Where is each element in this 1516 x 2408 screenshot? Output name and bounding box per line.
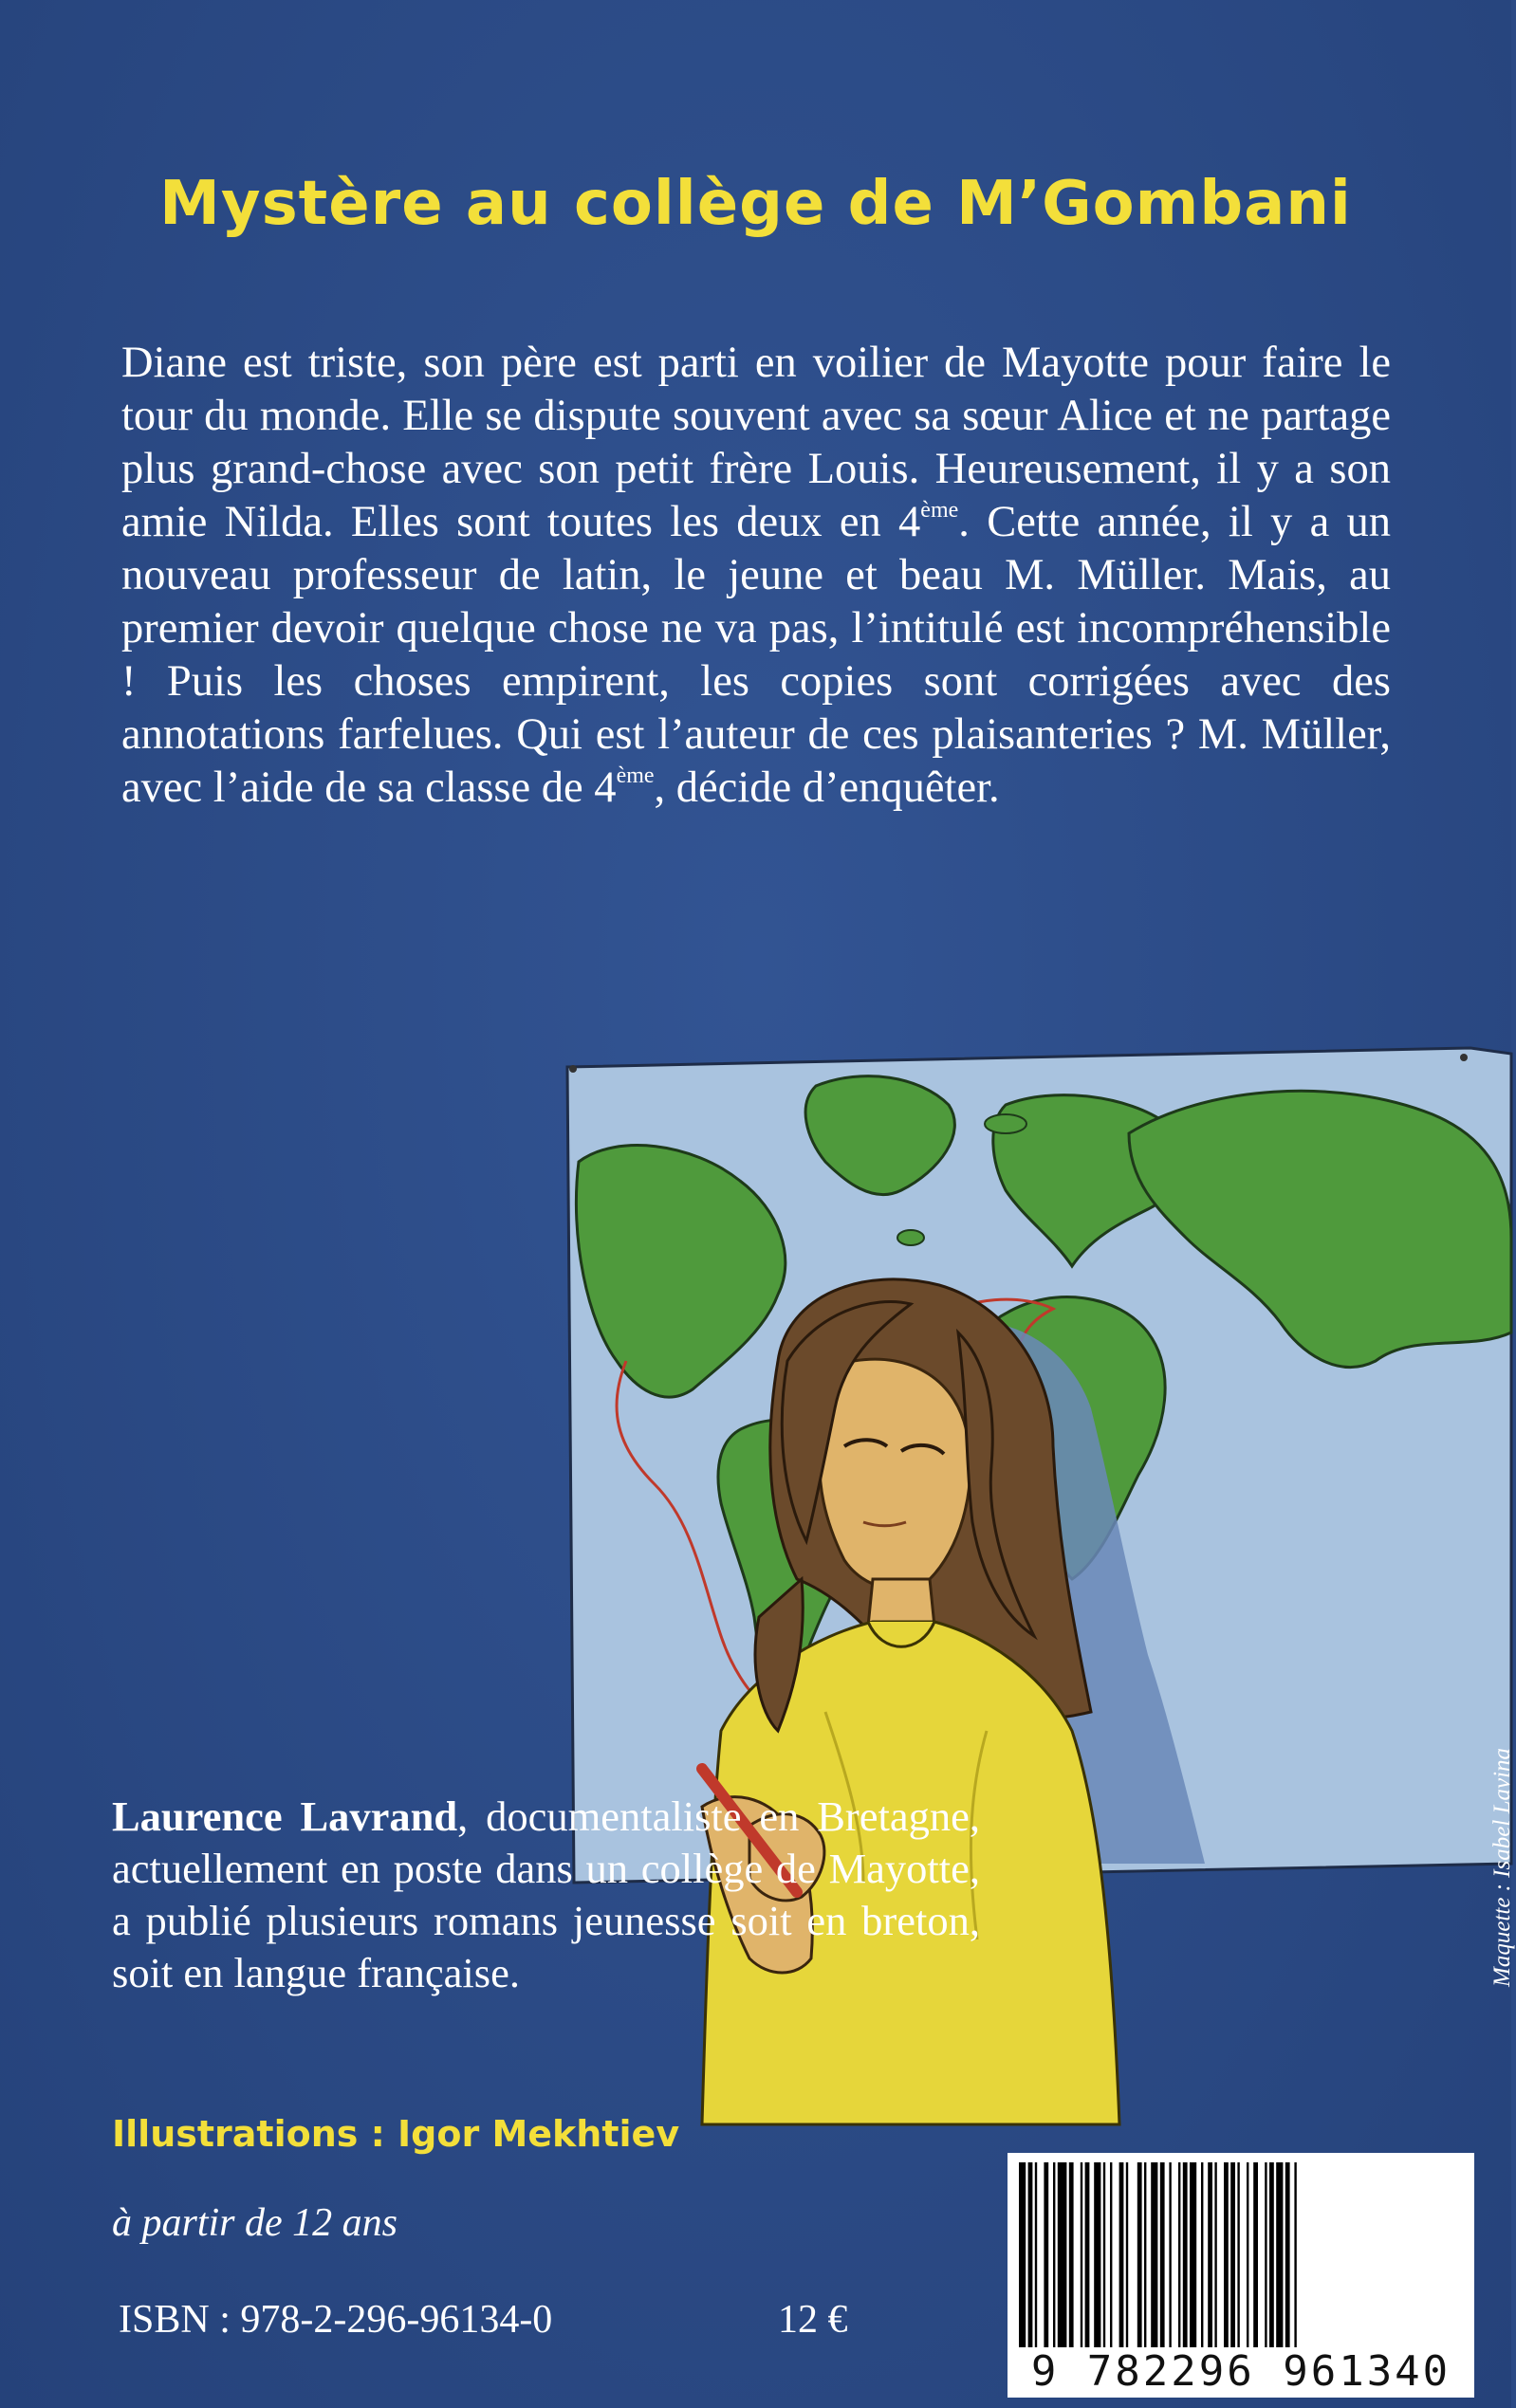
barcode-bar (1214, 2162, 1216, 2348)
barcode-bar (1178, 2162, 1180, 2348)
author-bio-text: , documentaliste en Bretagne, actuellement en poste dans un collège de Mayotte, a publié plusieurs romans jeunesse soit en breton, soit en langue française. (112, 1792, 980, 1996)
barcode-bar (1044, 2162, 1048, 2348)
barcode-bar (1224, 2162, 1229, 2348)
barcode-bar (1144, 2162, 1146, 2348)
island-shape (897, 1230, 924, 1245)
island-shape (985, 1114, 1026, 1133)
barcode-bar (1119, 2162, 1124, 2348)
isbn: ISBN : 978-2-296-96134-0 (119, 2298, 553, 2342)
barcode-bar (1230, 2162, 1235, 2348)
barcode-bar (1137, 2162, 1142, 2348)
barcode-bar (1160, 2162, 1165, 2348)
barcode-bar (1094, 2162, 1100, 2348)
book-title: Mystère au collège de M’Gombani (159, 169, 1352, 239)
barcode-bar (1081, 2162, 1082, 2348)
barcode (1008, 2153, 1474, 2398)
pin-icon (569, 1065, 577, 1073)
barcode-bars (1019, 2162, 1463, 2348)
barcode-bar (1294, 2162, 1296, 2348)
barcode-bar (1151, 2162, 1157, 2348)
barcode-bar (1247, 2162, 1248, 2348)
barcode-bar (1269, 2162, 1274, 2348)
author-bio (112, 1791, 980, 1999)
barcode-bar (1169, 2162, 1171, 2348)
pin-icon (1460, 1054, 1468, 1061)
barcode-bar (1058, 2162, 1067, 2348)
layout-credit: Maquette : Isabel Lavina (1489, 1747, 1515, 1987)
barcode-bar (1103, 2162, 1105, 2348)
barcode-bar (1276, 2162, 1283, 2348)
barcode-bar (1069, 2162, 1074, 2348)
barcode-bar (1028, 2162, 1033, 2348)
price: 12 € (778, 2298, 848, 2342)
barcode-bar (1019, 2162, 1026, 2348)
barcode-bar (1126, 2162, 1128, 2348)
barcode-bar (1035, 2162, 1037, 2348)
barcode-bar (1085, 2162, 1090, 2348)
barcode-bar (1208, 2162, 1212, 2348)
synopsis-text-3: , décide d’enquêter. (654, 763, 1000, 812)
barcode-bar (1285, 2162, 1290, 2348)
barcode-bar (1265, 2162, 1266, 2348)
barcode-bar (1237, 2162, 1239, 2348)
barcode-number: 9 782296 961340 (1008, 2347, 1474, 2396)
synopsis (121, 337, 1391, 815)
illustrator-credit: Illustrations : Igor Mekhtiev (112, 2113, 680, 2155)
barcode-bar (1253, 2162, 1258, 2348)
synopsis-text-1: Diane est triste, son père est parti en voilier de Mayotte pour faire le tour du monde. Elle se dispute souvent avec sa sœur Alice et ne partage plus grand-chose avec son petit frère Louis. Heureusement, il y a son amie Nilda. Elles sont toutes les deux en 4 (121, 339, 1391, 546)
barcode-bar (1053, 2162, 1055, 2348)
barcode-bar (1190, 2162, 1196, 2348)
barcode-bar (1201, 2162, 1203, 2348)
synopsis-text-2: . Cette année, il y a un nouveau professeur de latin, le jeune et beau M. Müller. Mais, au premier devoir quelque chose ne va pas, l’intitulé est incompréhensible ! Puis les choses empirent, les copies sont corrigées avec des annotations farfelues. Qui est l’auteur de ces plaisanteries ? M. Müller, avec l’aide de sa classe de 4 (121, 498, 1391, 812)
superscript-eme-2: ème (616, 763, 655, 788)
barcode-bar (1110, 2162, 1112, 2348)
age-range: à partir de 12 ans (112, 2201, 398, 2245)
superscript-eme-1: ème (920, 498, 959, 523)
barcode-bar (1183, 2162, 1188, 2348)
author-name: Laurence Lavrand (112, 1792, 458, 1840)
